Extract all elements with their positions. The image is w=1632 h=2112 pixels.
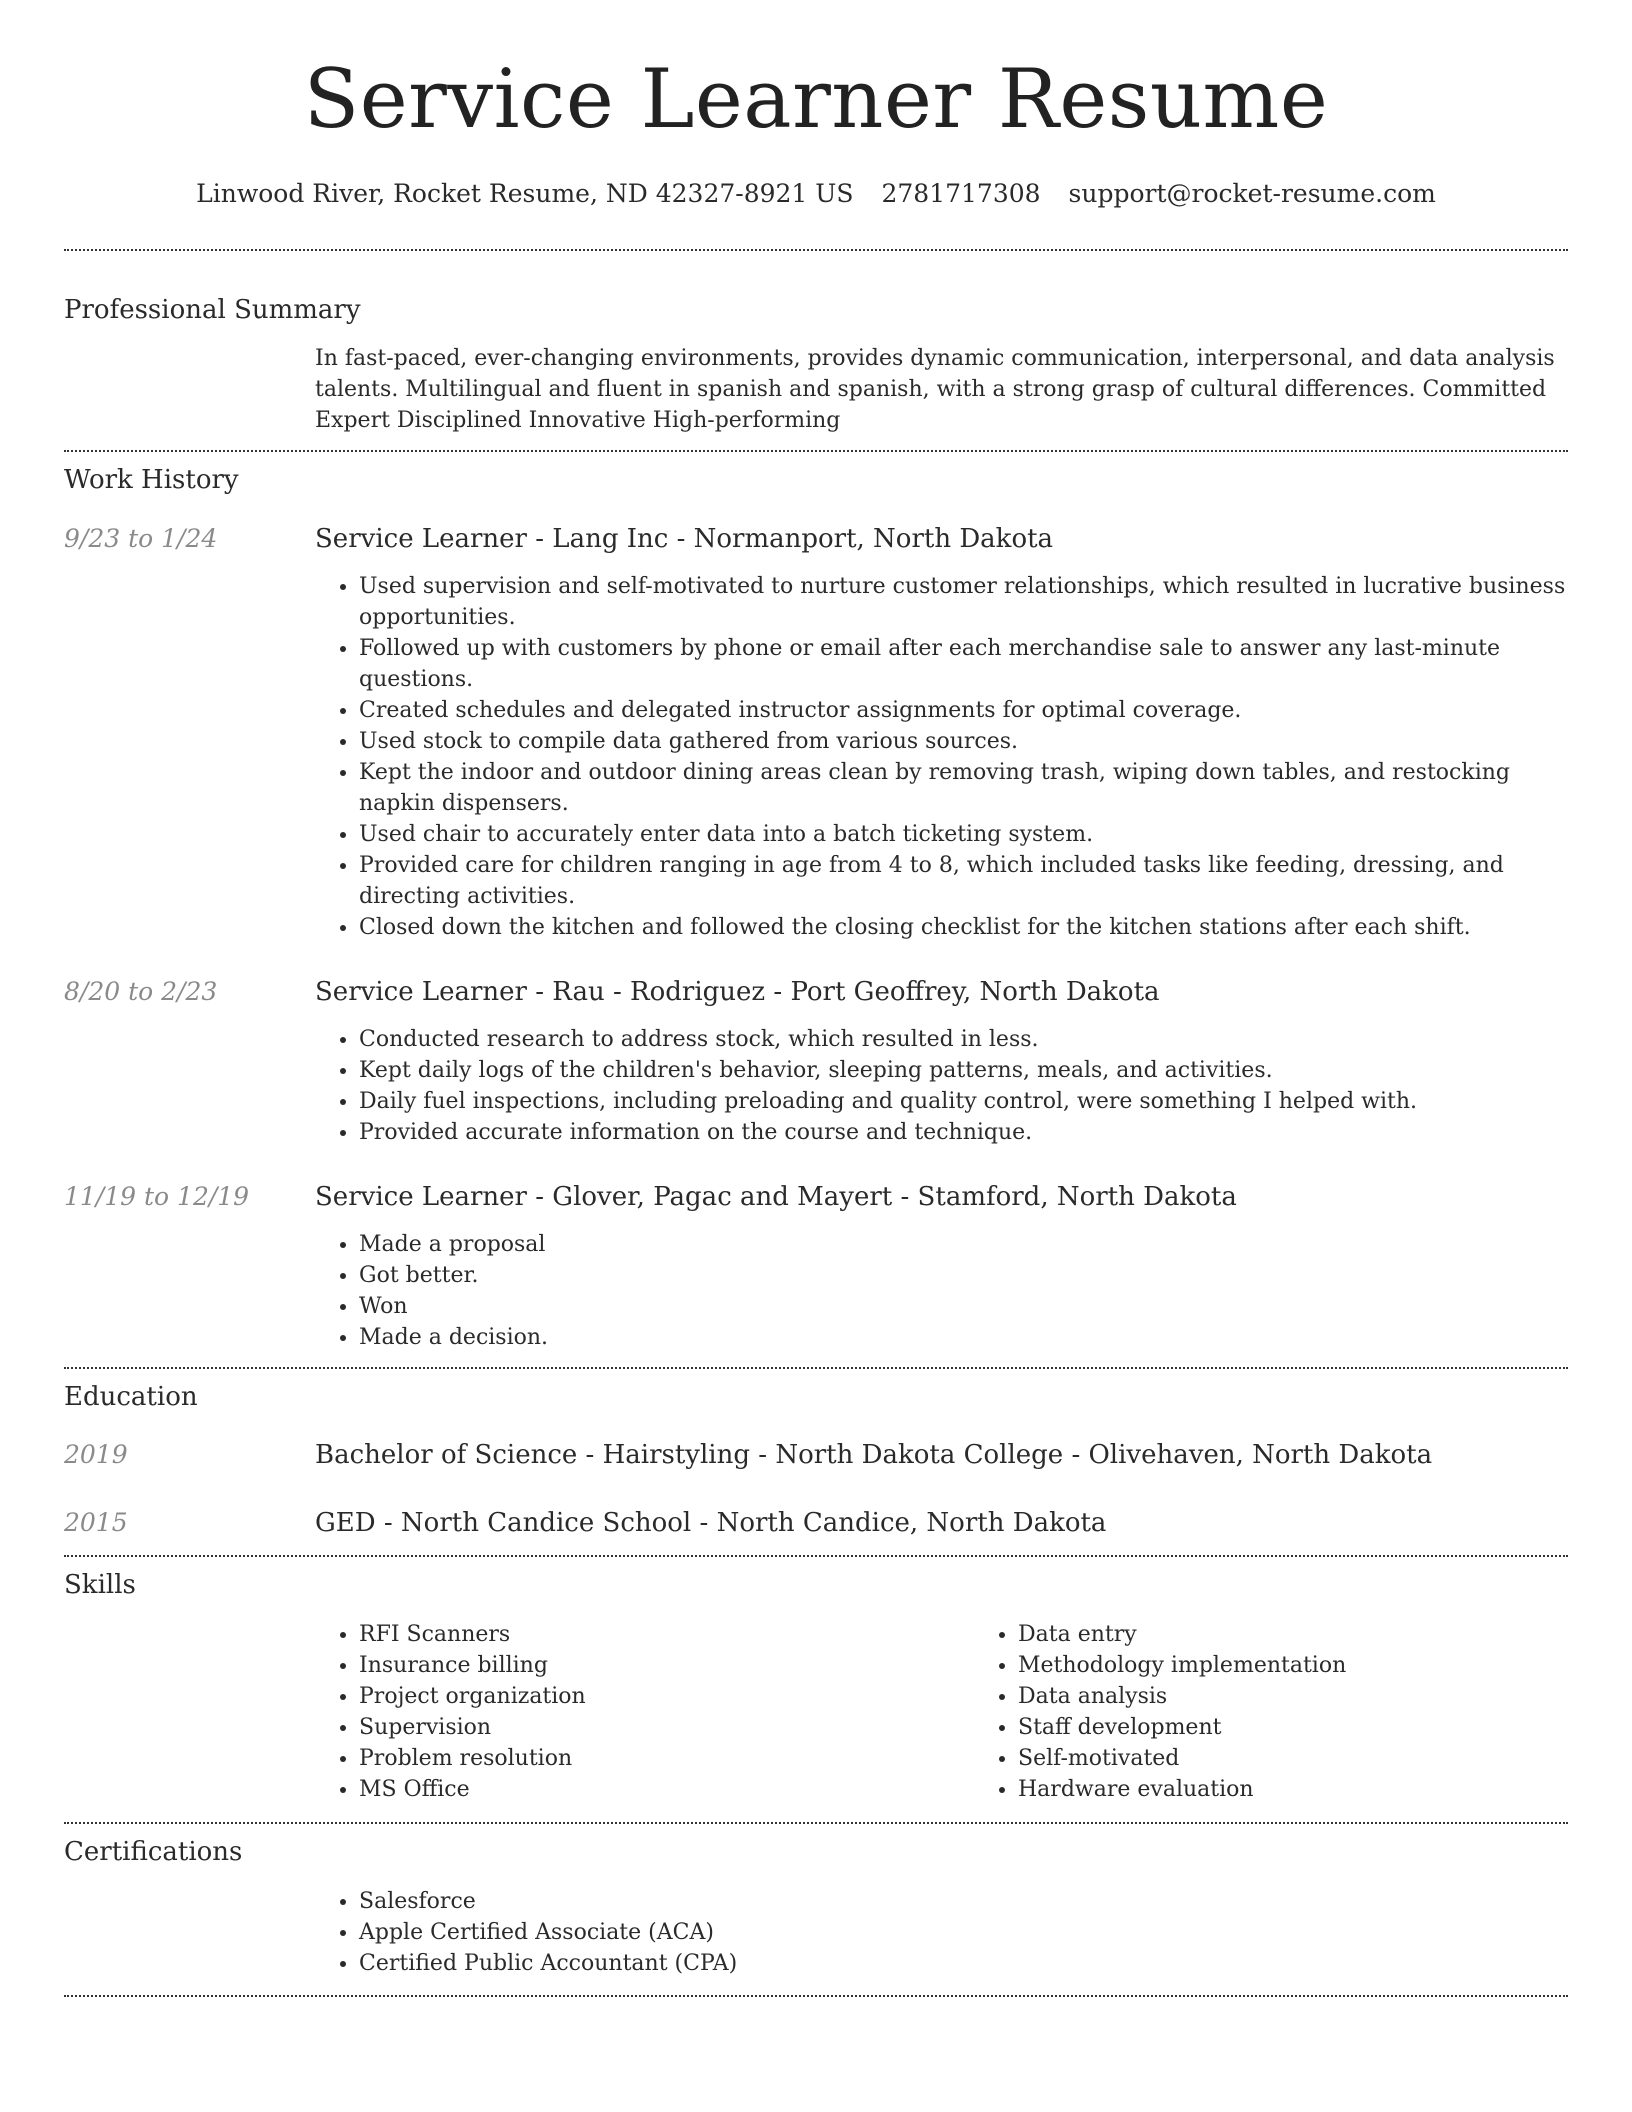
list-item: • Daily fuel inspections, including preloading and quality control, were something I helped with. [359, 1086, 1568, 1117]
skills-list-left [315, 1619, 974, 1805]
education-year: 2019 [64, 1440, 128, 1469]
resume-page [64, 0, 1568, 1997]
job-title: Service Learner - Lang Inc - Normanport, North Dakota [315, 524, 1054, 554]
skill-item: • Hardware evaluation [1018, 1774, 1632, 1805]
section-divider [64, 1555, 1568, 1557]
certification-item: • Apple Certified Associate (ACA) [359, 1917, 1568, 1948]
education-entry [64, 1439, 1568, 1471]
summary-section [64, 294, 1568, 436]
list-item: • Created schedules and delegated instructor assignments for optimal coverage. [359, 695, 1568, 726]
job-dates: 11/19 to 12/19 [64, 1182, 250, 1211]
skills-list-right [974, 1619, 1632, 1805]
section-divider [64, 450, 1568, 452]
list-item: • Made a proposal [359, 1229, 1568, 1260]
job-entry [64, 523, 1568, 943]
list-item: • Used chair to accurately enter data into a batch ticketing system. [359, 819, 1568, 850]
summary-heading: Professional Summary [64, 295, 361, 325]
skill-item: • MS Office [359, 1774, 974, 1805]
job-entry [64, 976, 1568, 1148]
skills-section [64, 1569, 1568, 1805]
skill-item: • RFI Scanners [359, 1619, 974, 1650]
job-bullets [315, 1229, 1568, 1353]
certifications-section [64, 1836, 1568, 1979]
list-item: • Closed down the kitchen and followed the closing checklist for the kitchen stations after each shift. [359, 912, 1568, 943]
contact-address: Linwood River, Rocket Resume, ND 42327-8921 US [196, 179, 854, 208]
list-item: • Conducted research to address stock, which resulted in less. [359, 1024, 1568, 1055]
skill-item: • Problem resolution [359, 1743, 974, 1774]
list-item: • Got better. [359, 1260, 1568, 1291]
certifications-heading: Certifications [64, 1837, 243, 1867]
education-year: 2015 [64, 1508, 128, 1537]
job-bullets [315, 1024, 1568, 1148]
skill-item: • Insurance billing [359, 1650, 974, 1681]
list-item: • Kept the indoor and outdoor dining areas clean by removing trash, wiping down tables, and restocking napkin dispensers. [359, 757, 1568, 819]
skill-item: • Supervision [359, 1712, 974, 1743]
contact-phone: 2781717308 [881, 179, 1041, 208]
job-title: Service Learner - Rau - Rodriguez - Port Geoffrey, North Dakota [315, 977, 1160, 1007]
education-entry [64, 1507, 1568, 1539]
skills-columns [315, 1619, 1632, 1805]
skill-item: • Data entry [1018, 1619, 1632, 1650]
list-item: • Provided care for children ranging in age from 4 to 8, which included tasks like feeding, dressing, and directing activities. [359, 850, 1568, 912]
section-divider [64, 1367, 1568, 1369]
skill-item: • Methodology implementation [1018, 1650, 1632, 1681]
skill-item: • Self-motivated [1018, 1743, 1632, 1774]
list-item: • Used supervision and self-motivated to nurture customer relationships, which resulted in lucrative business opportunities. [359, 571, 1568, 633]
resume-title: Service Learner Resume [303, 53, 1329, 147]
job-dates: 8/20 to 2/23 [64, 977, 218, 1006]
education-section [64, 1381, 1568, 1539]
skill-item: • Data analysis [1018, 1681, 1632, 1712]
certifications-list [315, 1886, 1568, 1979]
certification-item: • Certified Public Accountant (CPA) [359, 1948, 1568, 1979]
list-item: • Used stock to compile data gathered from various sources. [359, 726, 1568, 757]
job-dates: 9/23 to 1/24 [64, 524, 218, 553]
job-bullets [315, 571, 1568, 943]
skills-heading: Skills [64, 1570, 136, 1600]
certification-item: • Salesforce [359, 1886, 1568, 1917]
list-item: • Followed up with customers by phone or email after each merchandise sale to answer any last-minute questions. [359, 633, 1568, 695]
contact-email: support@rocket-resume.com [1068, 179, 1436, 208]
summary-text: In fast-paced, ever-changing environments, provides dynamic communication, interpersonal, and data analysis talents. Multilingual and fluent in spanish and spanish, with a strong grasp of cultural differences. Committed Expert Disciplined Innovative High-performing [315, 346, 1555, 433]
education-detail: GED - North Candice School - North Candice, North Dakota [315, 1508, 1107, 1538]
section-divider [64, 1995, 1568, 1997]
work-history-heading: Work History [64, 465, 239, 495]
job-entry [64, 1181, 1568, 1353]
section-divider [64, 249, 1568, 251]
job-title: Service Learner - Glover, Pagac and Mayert - Stamford, North Dakota [315, 1182, 1237, 1212]
list-item: • Kept daily logs of the children's behavior, sleeping patterns, meals, and activities. [359, 1055, 1568, 1086]
work-history-section [64, 464, 1568, 1353]
section-divider [64, 1822, 1568, 1824]
skill-item: • Staff development [1018, 1712, 1632, 1743]
list-item: • Won [359, 1291, 1568, 1322]
list-item: • Made a decision. [359, 1322, 1568, 1353]
contact-line [64, 178, 1568, 210]
education-heading: Education [64, 1382, 198, 1412]
list-item: • Provided accurate information on the course and technique. [359, 1117, 1568, 1148]
skill-item: • Project organization [359, 1681, 974, 1712]
education-detail: Bachelor of Science - Hairstyling - North Dakota College - Olivehaven, North Dakota [315, 1440, 1433, 1470]
